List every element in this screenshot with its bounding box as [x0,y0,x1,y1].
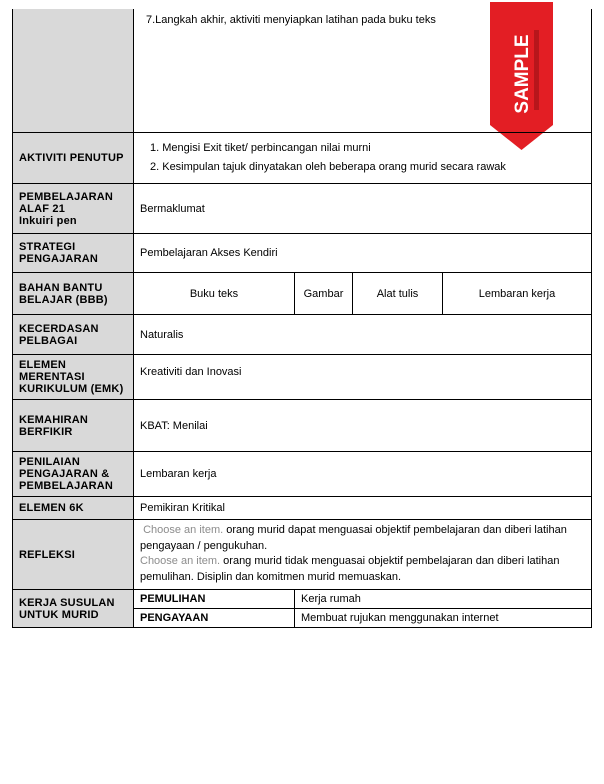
alaf21-label-l2: ALAF 21 [19,202,66,215]
elemen6k-label: ELEMEN 6K [13,497,134,519]
bbb-item-alat-tulis: Alat tulis [352,273,442,314]
step-7-text: 7.Langkah akhir, aktiviti menyiapkan latihan pada buku teks [146,14,436,26]
penutup-item-2: 2. Kesimpulan tajuk dinyatakan oleh beberapa orang murid secara rawak [150,161,506,173]
penilaian-label-l3: PEMBELAJARAN [19,480,114,492]
emk-value: Kreativiti dan Inovasi [140,366,242,378]
refleksi-line-1 [140,523,591,539]
emk-label [13,355,134,399]
penilaian-label [13,452,134,496]
kerja-susulan-label [13,590,134,627]
alaf21-label-sub: Inkuiri pen [19,214,77,227]
elemen6k-value: Pemikiran Kritikal [140,502,225,514]
penilaian-row [12,451,592,497]
refleksi-cell [134,520,591,589]
bbb-label [13,273,134,314]
pengayaan-value: Membuat rujukan menggunakan internet [301,612,499,624]
kerja-susulan-row [12,589,592,628]
kemahiran-value: KBAT: Menilai [140,419,208,432]
refleksi-text-1a: orang murid dapat menguasai objektif pembelajaran dan diberi latihan [223,524,567,536]
alaf21-label-l1: PEMBELAJARAN [19,190,114,203]
kerja-susulan-label-l1: KERJA SUSULAN [19,596,115,609]
refleksi-line-4: pemulihan. Disiplin dan komitmen murid memuaskan. [140,570,402,583]
pemulihan-value: Kerja rumah [295,590,591,609]
bbb-item-buku-teks: Buku teks [189,287,239,300]
kecerdasan-value: Naturalis [140,328,184,341]
alaf21-row [12,183,592,234]
bbb-item-lembaran-kerja: Lembaran kerja [442,273,591,314]
penutup-item-1: 1. Mengisi Exit tiket/ perbincangan nilai murni [150,142,371,154]
bbb-row [12,272,592,315]
kemahiran-label [13,400,134,451]
kemahiran-label-l2: BERFIKIR [19,425,73,438]
strategi-label-l2: PENGAJARAN [19,253,99,265]
refleksi-choose-1[interactable]: Choose an item. [143,524,224,536]
kecerdasan-label-l2: PELBAGAI [19,334,78,347]
alaf21-value: Bermaklumat [140,202,205,215]
aktiviti-penutup-cell [134,133,591,183]
refleksi-line-2: pengayaan / pengukuhan. [140,539,268,552]
refleksi-row [12,519,592,590]
sample-stamp-text: SAMPLE [512,34,533,114]
emk-label-l1: ELEMEN [19,359,67,371]
strategi-value: Pembelajaran Akses Kendiri [140,247,278,259]
emk-label-l3: KURIKULUM (EMK) [19,383,124,395]
pemulihan-label: PEMULIHAN [134,590,295,609]
bbb-label-l1: BAHAN BANTU [19,281,103,294]
strategi-label [13,234,134,272]
refleksi-text-2a: orang murid tidak menguasai objektif pembelajaran dan diberi latihan [220,555,560,567]
kecerdasan-label-l1: KECERDASAN [19,322,99,335]
top-activity-label [13,9,134,132]
kemahiran-row [12,399,592,452]
kerja-susulan-label-l2: UNTUK MURID [19,608,99,621]
kecerdasan-label [13,315,134,354]
penilaian-label-l2: PENGAJARAN & [19,468,110,480]
emk-label-l2: MERENTASI [19,371,85,383]
pengayaan-label: PENGAYAAN [134,609,295,627]
refleksi-line-3 [140,554,591,570]
elemen6k-row [12,496,592,520]
alaf21-label [13,184,134,233]
refleksi-label: REFLEKSI [13,520,134,589]
penilaian-label-l1: PENILAIAN [19,456,81,468]
kemahiran-label-l1: KEMAHIRAN [19,413,89,426]
bbb-item-gambar: Gambar [294,273,352,314]
strategi-label-l1: STRATEGI [19,241,76,253]
kecerdasan-row [12,314,592,355]
aktiviti-penutup-label: AKTIVITI PENUTUP [13,133,134,183]
strategi-row [12,233,592,273]
penilaian-value: Lembaran kerja [140,468,217,480]
emk-row [12,354,592,400]
aktiviti-penutup-row [12,132,592,184]
refleksi-choose-2[interactable]: Choose an item. [140,555,221,567]
bbb-label-l2: BELAJAR (BBB) [19,293,108,306]
